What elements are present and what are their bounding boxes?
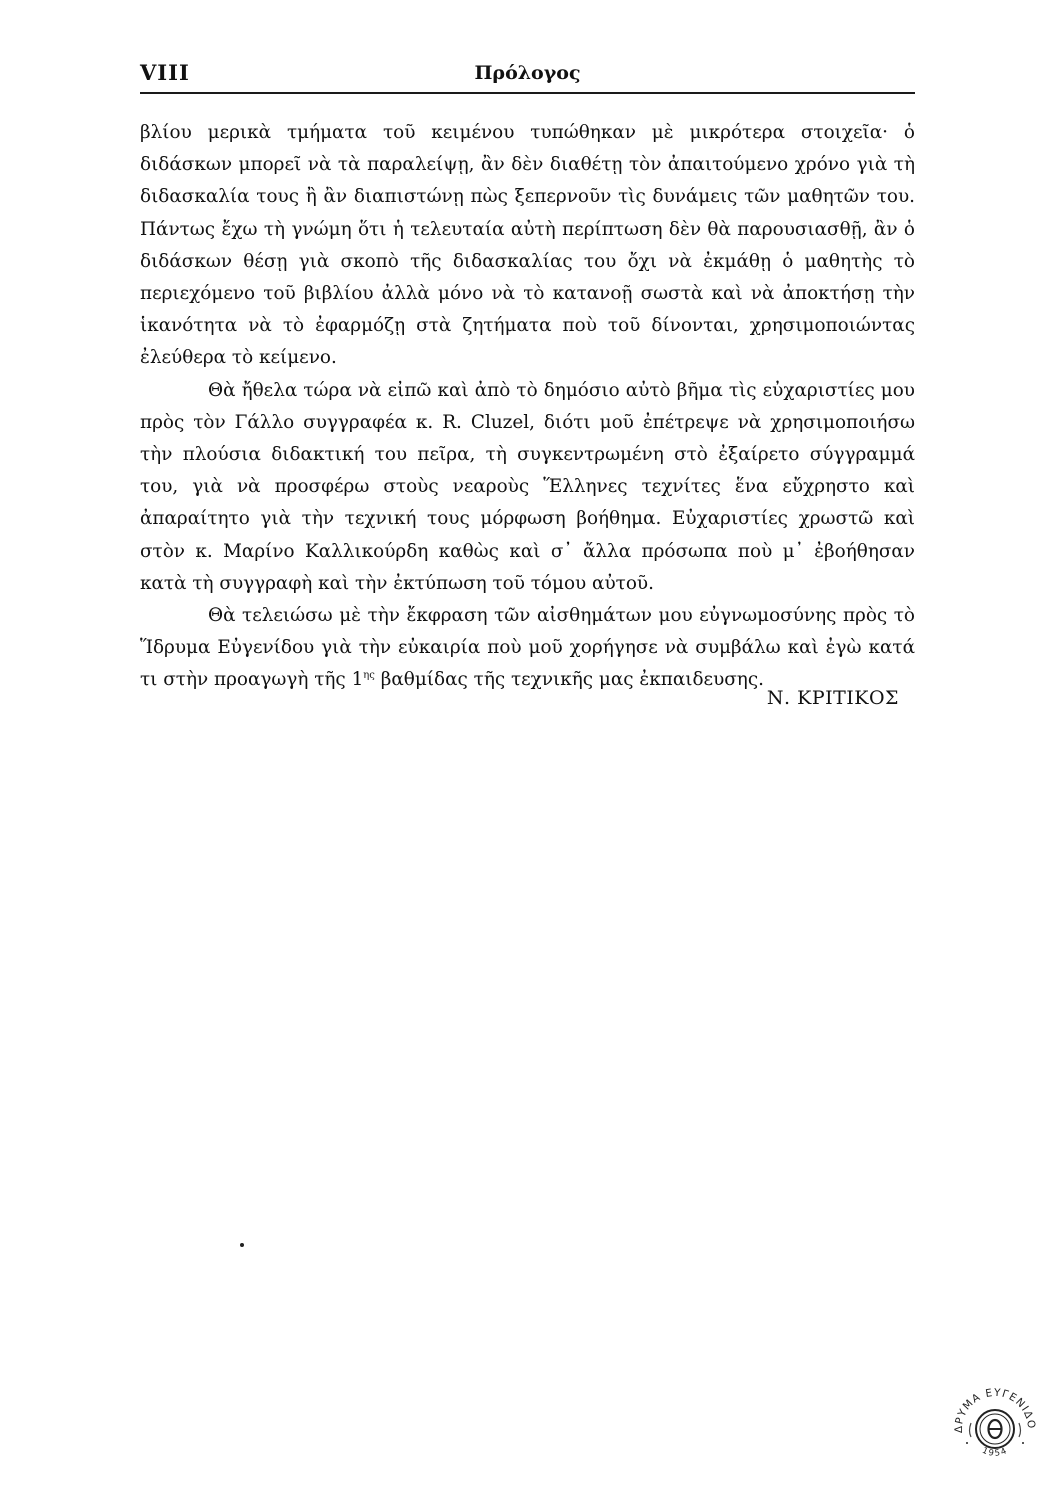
running-head xyxy=(140,58,915,94)
foundation-seal-logo xyxy=(952,1383,1038,1469)
paragraph-3 xyxy=(140,600,915,697)
paragraph-1: βλίου μερικὰ τμήματα τοῦ κειμένου τυπώθηκαν μὲ μικρότερα στοιχεῖα· ὁ διδάσκων μπορεῖ νὰ τὰ παραλείψῃ, ἂν δὲν διαθέτῃ τὸν ἀπαιτούμενο χρόνο γιὰ τὴ διδασκαλία τους ἢ ἂν διαπιστώνῃ πὼς ξεπερνοῦν τὶς δυνάμεις τῶν μαθητῶν του. Πάντως ἔχω τὴ γνώμη ὅτι ἡ τελευταία αὐτὴ περίπτωση δὲν θὰ παρουσιασθῇ, ἂν ὁ διδάσκων θέσῃ γιὰ σκοπὸ τῆς διδασκαλίας του ὄχι νὰ ἐκμάθῃ ὁ μαθητὴς τὸ περιεχόμενο τοῦ βιβλίου ἀλλὰ μόνο νὰ τὸ κατανοῇ σωστὰ καὶ νὰ ἀποκτήσῃ τὴν ἱκανότητα νὰ τὸ ἐφαρμόζῃ στὰ ζητήματα ποὺ τοῦ δίνονται, χρησιμοποιώντας ἐλεύθερα τὸ κείμενο. xyxy=(140,122,915,369)
seal-graphic xyxy=(952,1383,1038,1469)
running-title: Πρόλογος xyxy=(474,62,581,84)
page-number: VIII xyxy=(140,60,190,85)
ordinal-superscript: ης xyxy=(363,670,375,682)
paragraph-3-text: Θὰ τελειώσω μὲ τὴν ἔκφραση τῶν αἰσθημάτων μου εὐγνωμοσύνης πρὸς τὸ Ἵδρυμα Εὐγενίδου γιὰ τὴν εὐκαιρία ποὺ μοῦ χορήγησε νὰ συμβάλω καὶ ἐγὼ κατά τι στὴν προαγωγὴ τῆς 1 xyxy=(140,605,915,691)
svg-text:ΙΔΡΥΜΑ ΕΥΓΕΝΙΔΟΥ xyxy=(952,1383,1037,1433)
ink-speck xyxy=(240,1243,244,1247)
author-signature: Ν. ΚΡΙΤΙΚΟΣ xyxy=(766,687,899,709)
seal-arc-text: ΔΡΥΜΑ ΕΥΓΕΝΙΔΟ xyxy=(952,1386,1038,1434)
paragraph-3-text-end: βαθμίδας τῆς τεχνικῆς μας ἐκπαιδευσης. xyxy=(374,669,764,691)
body-text xyxy=(140,117,915,697)
paragraph-2: Θὰ ἤθελα τώρα νὰ εἰπῶ καὶ ἀπὸ τὸ δημόσιο αὐτὸ βῆμα τὶς εὐχαριστίες μου πρὸς τὸν Γάλλο συγγραφέα κ. R. Cluzel, διότι μοῦ ἐπέτρεψε νὰ χρησιμοποιήσω τὴν πλούσια διδακτική του πεῖρα, τὴ συγκεντρωμένη στὸ ἐξαίρετο σύγγραμμά του, γιὰ νὰ προσφέρω στοὺς νεαροὺς Ἕλληνες τεχνίτες ἕνα εὔχρηστο καὶ ἀπαραίτητο γιὰ τὴν τεχνική τους μόρφωση βοήθημα. Εὐχαριστίες χρωστῶ καὶ στὸν κ. Μαρίνο Καλλικούρδη καθὼς καὶ σ᾿ ἄλλα πρόσωπα ποὺ μ᾿ ἐβοήθησαν κατὰ τὴ συγγραφὴ καὶ τὴν ἐκτύπωση τοῦ τόμου αὐτοῦ. xyxy=(140,379,915,594)
seal-year-text: 1954 xyxy=(980,1445,1010,1459)
